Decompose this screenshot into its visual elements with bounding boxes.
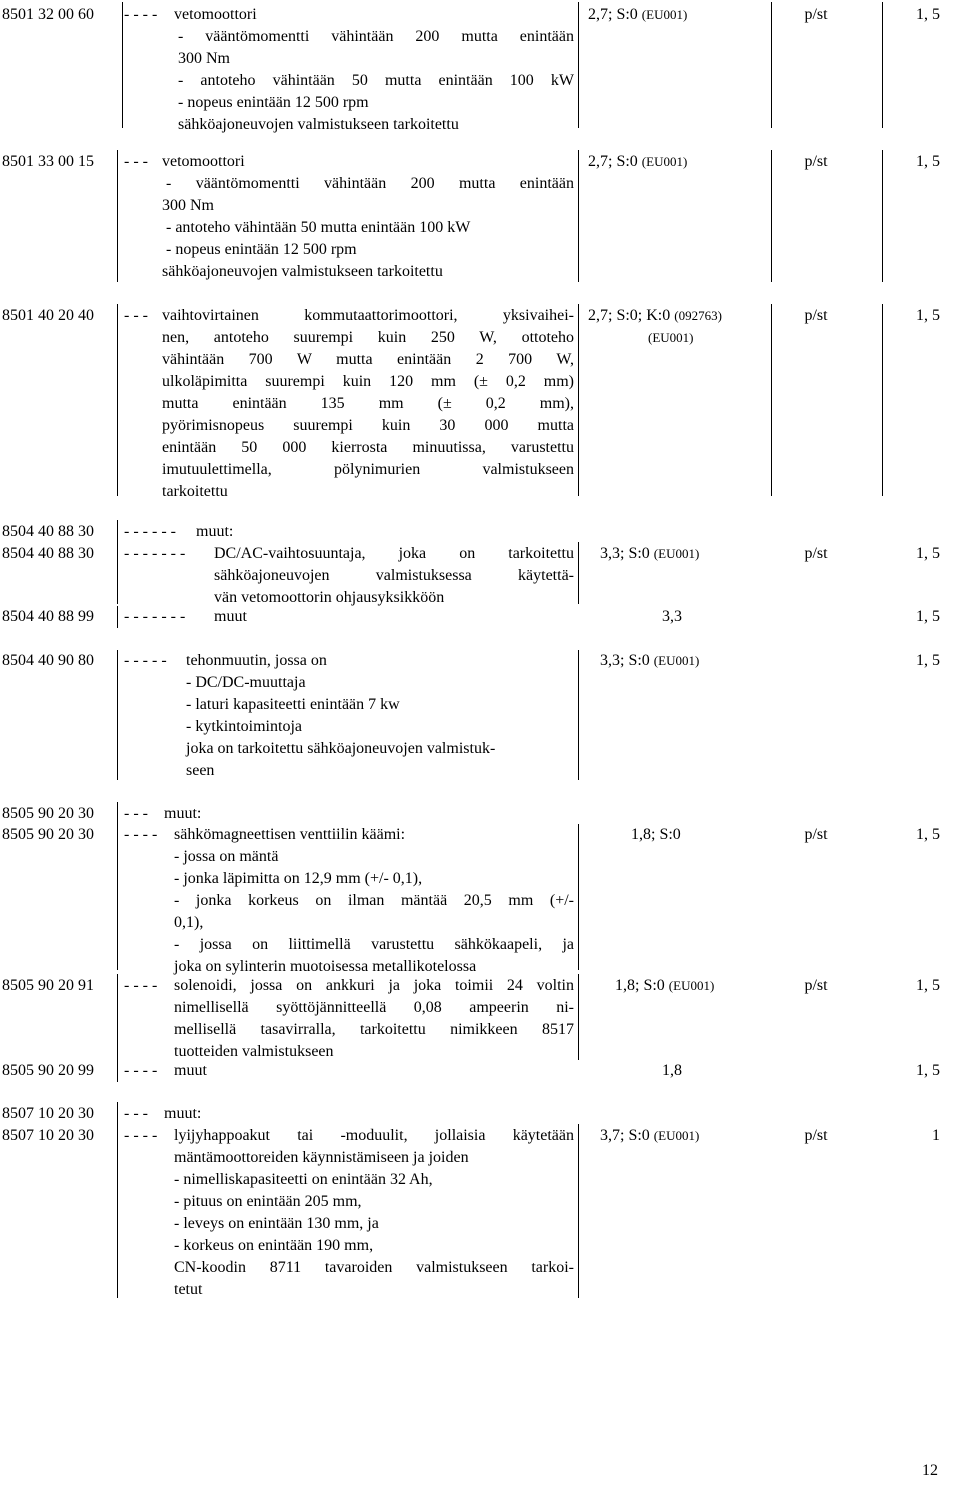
- description-text: - vääntömomentti vähintään 200 mutta enintään: [166, 175, 574, 192]
- description-text: muut:: [164, 805, 202, 822]
- duty-rate: [615, 975, 714, 997]
- description-text: vetomoottori: [162, 153, 245, 170]
- column-rule: [882, 304, 883, 496]
- description-text: mellisellä tasavirralla, tarkoitettu nimikkeen 8517: [174, 1021, 574, 1038]
- tariff-row-line: [0, 239, 960, 261]
- column-rule: [771, 304, 772, 496]
- note-reference: 1, 5: [916, 826, 940, 843]
- tariff-row-line: [0, 868, 960, 890]
- tariff-row-line: [0, 606, 960, 628]
- duty-rate-main: 2,7; S:0: [588, 153, 638, 170]
- description-text: - jossa on mäntä: [174, 848, 279, 865]
- description-text: - nopeus enintään 12 500 rpm: [178, 94, 369, 111]
- description-text: - laturi kapasiteetti enintään 7 kw: [186, 696, 400, 713]
- tariff-row-line: [0, 997, 960, 1019]
- duty-rate-footnote: (EU001): [653, 546, 700, 561]
- column-rule: [771, 2, 772, 128]
- description-text: muut: [174, 1062, 207, 1079]
- indent-dashes: - - -: [124, 1105, 148, 1122]
- tariff-row-line: [0, 1235, 960, 1257]
- supplementary-unit: p/st: [804, 1127, 828, 1144]
- tariff-row-line: [0, 975, 960, 997]
- tariff-row-line: [0, 846, 960, 868]
- description-text: lyijyhappoakut tai -moduulit, jollaisia käytetään: [174, 1127, 574, 1144]
- column-rule: [578, 2, 579, 128]
- description-text: - nopeus enintään 12 500 rpm: [166, 241, 357, 258]
- tariff-row-line: [0, 393, 960, 415]
- description-text: - jonka korkeus on ilman mäntää 20,5 mm (+/-: [174, 892, 574, 909]
- tariff-row-line: [0, 1103, 960, 1125]
- indent-dashes: - - - - - - -: [124, 608, 186, 625]
- tariff-row-line: [0, 305, 960, 327]
- description-text: - nimelliskapasiteetti on enintään 32 Ah,: [174, 1171, 433, 1188]
- duty-rate-footnote-2: (EU001): [648, 330, 694, 345]
- tariff-row-line: [0, 1060, 960, 1082]
- description-text: sähköajoneuvojen valmistukseen tarkoitettu: [178, 116, 459, 133]
- description-text: pyörimisnopeus suurempi kuin 30 000 mutta: [162, 417, 574, 434]
- tariff-row-line: [0, 1279, 960, 1301]
- column-rule: [117, 150, 118, 282]
- note-reference: 1, 5: [916, 977, 940, 994]
- tariff-row-line: [0, 371, 960, 393]
- duty-rate-main: 3,3: [662, 608, 682, 625]
- description-text: vetomoottori: [174, 6, 257, 23]
- column-rule: [117, 1060, 118, 1082]
- description-text: sähköajoneuvojen valmistuksessa käytettä-: [214, 567, 574, 584]
- duty-rate-footnote: (EU001): [641, 7, 688, 22]
- description-text: nen, antoteho suurempi kuin 250 W, ottoteho: [162, 329, 574, 346]
- supplementary-unit: p/st: [804, 6, 828, 23]
- column-rule: [882, 2, 883, 128]
- duty-rate: [600, 543, 699, 565]
- column-rule: [122, 2, 123, 128]
- cn-code: 8501 32 00 60: [2, 6, 94, 23]
- tariff-row-line: [0, 543, 960, 565]
- tariff-row-line: [0, 1019, 960, 1041]
- duty-rate-footnote: (EU001): [653, 653, 700, 668]
- description-text: ulkoläpimitta suurempi kuin 120 mm (± 0,2 mm): [162, 373, 574, 390]
- description-text: tetut: [174, 1281, 203, 1298]
- supplementary-unit: p/st: [804, 307, 828, 324]
- tariff-row-line: [0, 672, 960, 694]
- column-rule: [578, 1124, 579, 1298]
- description-text: joka on sylinterin muotoisessa metallikotelossa: [174, 958, 477, 975]
- tariff-row-line: [0, 4, 960, 26]
- column-rule: [117, 520, 118, 542]
- note-reference: 1, 5: [916, 153, 940, 170]
- duty-rate: [631, 824, 681, 846]
- tariff-row-line: [0, 912, 960, 934]
- tariff-row-line: [0, 70, 960, 92]
- description-text: tarkoitettu: [162, 483, 228, 500]
- tariff-row-line: [0, 1147, 960, 1169]
- description-text: muut:: [164, 1105, 202, 1122]
- column-rule: [117, 304, 118, 496]
- description-text: - leveys on enintään 130 mm, ja: [174, 1215, 379, 1232]
- tariff-row-line: [0, 1213, 960, 1235]
- note-reference: 1, 5: [916, 545, 940, 562]
- column-rule: [117, 542, 118, 604]
- tariff-row-line: [0, 481, 960, 503]
- indent-dashes: - - - - - - -: [124, 545, 186, 562]
- note-reference: 1: [932, 1127, 940, 1144]
- cn-code: 8505 90 20 99: [2, 1062, 94, 1079]
- tariff-row-line: [0, 173, 960, 195]
- duty-rate: [600, 650, 699, 672]
- column-rule: [771, 150, 772, 282]
- description-text: muut:: [196, 523, 234, 540]
- column-rule: [578, 650, 579, 780]
- duty-rate-footnote: (092763): [674, 308, 722, 323]
- description-text: - DC/DC-muuttaja: [186, 674, 306, 691]
- description-text: CN-koodin 8711 tavaroiden valmistukseen tarkoi-: [174, 1259, 574, 1276]
- description-text: - antoteho vähintään 50 mutta enintään 100 kW: [178, 72, 574, 89]
- tariff-row-line: [0, 114, 960, 136]
- description-text: vän vetomoottorin ohjausyksikköön: [214, 589, 445, 606]
- description-text: tehonmuutin, jossa on: [186, 652, 327, 669]
- supplementary-unit: p/st: [804, 826, 828, 843]
- indent-dashes: - - - - - -: [124, 523, 176, 540]
- column-rule: [117, 1102, 118, 1124]
- indent-dashes: - - - -: [124, 826, 158, 843]
- duty-rate-main: 3,3; S:0: [600, 545, 650, 562]
- duty-rate-footnote: (EU001): [641, 154, 688, 169]
- tariff-row-line: [0, 521, 960, 543]
- tariff-row-line: [0, 151, 960, 173]
- column-rule: [117, 606, 118, 628]
- tariff-row-line: [0, 437, 960, 459]
- tariff-row-line: [0, 1169, 960, 1191]
- tariff-row-line: [0, 261, 960, 283]
- supplementary-unit: p/st: [804, 977, 828, 994]
- duty-rate-main: 3,7; S:0: [600, 1127, 650, 1144]
- duty-rate: [588, 4, 687, 26]
- duty-rate: [662, 1060, 682, 1082]
- duty-rate-main: 3,3; S:0: [600, 652, 650, 669]
- description-text: 300 Nm: [178, 50, 230, 67]
- tariff-row-line: [0, 890, 960, 912]
- tariff-row-line: [0, 415, 960, 437]
- cn-code: 8504 40 90 80: [2, 652, 94, 669]
- note-reference: 1, 5: [916, 608, 940, 625]
- cn-code: 8507 10 20 30: [2, 1105, 94, 1122]
- column-rule: [882, 150, 883, 282]
- tariff-row-line: [0, 760, 960, 782]
- indent-dashes: - - -: [124, 805, 148, 822]
- description-text: 300 Nm: [162, 197, 214, 214]
- tariff-row-line: [0, 565, 960, 587]
- tariff-row-line: [0, 803, 960, 825]
- indent-dashes: - - -: [124, 153, 148, 170]
- description-text: imutuulettimella, pölynimurien valmistukseen: [162, 461, 574, 478]
- description-text: seen: [186, 762, 215, 779]
- description-text: 0,1),: [174, 914, 204, 931]
- description-text: vähintään 700 W mutta enintään 2 700 W,: [162, 351, 574, 368]
- duty-rate-main: 1,8; S:0: [631, 826, 681, 843]
- description-text: solenoidi, jossa on ankkuri ja joka toimii 24 voltin: [174, 977, 574, 994]
- page-number: 12: [922, 1462, 938, 1479]
- tariff-row-line: [0, 934, 960, 956]
- tariff-row-line: [0, 694, 960, 716]
- column-rule: [117, 1124, 118, 1298]
- cn-code: 8505 90 20 91: [2, 977, 94, 994]
- duty-rate-main: 2,7; S:0; K:0: [588, 307, 671, 324]
- indent-dashes: - - - -: [124, 977, 158, 994]
- duty-rate-footnote: (EU001): [653, 1128, 700, 1143]
- supplementary-unit: p/st: [804, 153, 828, 170]
- description-text: DC/AC-vaihtosuuntaja, joka on tarkoitettu: [214, 545, 574, 562]
- tariff-row-line: [0, 217, 960, 239]
- description-text: - kytkintoimintoja: [186, 718, 302, 735]
- cn-code: 8501 40 20 40: [2, 307, 94, 324]
- duty-rate-continuation: [648, 327, 694, 349]
- column-rule: [117, 974, 118, 1060]
- tariff-row-line: [0, 92, 960, 114]
- description-text: - korkeus on enintään 190 mm,: [174, 1237, 374, 1254]
- note-reference: 1, 5: [916, 1062, 940, 1079]
- description-text: enintään 50 000 kierrosta minuutissa, varustettu: [162, 439, 574, 456]
- description-text: joka on tarkoitettu sähköajoneuvojen valmistuk-: [186, 740, 496, 757]
- duty-rate-main: 1,8; S:0: [615, 977, 665, 994]
- cn-code: 8504 40 88 99: [2, 608, 94, 625]
- indent-dashes: - - -: [124, 307, 148, 324]
- cn-code: 8505 90 20 30: [2, 826, 94, 843]
- cn-code: 8505 90 20 30: [2, 805, 94, 822]
- tariff-row-line: [0, 327, 960, 349]
- description-text: - jossa on liittimellä varustettu sähkökaapeli, ja: [174, 936, 574, 953]
- tariff-row-line: [0, 738, 960, 760]
- description-text: - jonka läpimitta on 12,9 mm (+/- 0,1),: [174, 870, 423, 887]
- indent-dashes: - - - -: [124, 1062, 158, 1079]
- supplementary-unit: p/st: [804, 545, 828, 562]
- description-text: vaihtovirtainen kommutaattorimoottori, yksivaihei-: [162, 307, 574, 324]
- note-reference: 1, 5: [916, 307, 940, 324]
- note-reference: 1, 5: [916, 652, 940, 669]
- column-rule: [117, 824, 118, 970]
- description-text: mäntämoottoreiden käynnistämiseen ja joiden: [174, 1149, 469, 1166]
- tariff-row-line: [0, 1191, 960, 1213]
- tariff-row-line: [0, 650, 960, 672]
- duty-rate: [662, 606, 682, 628]
- tariff-row-line: [0, 459, 960, 481]
- cn-code: 8501 33 00 15: [2, 153, 94, 170]
- description-text: muut: [214, 608, 247, 625]
- tariff-row-line: [0, 716, 960, 738]
- tariff-row-line: [0, 195, 960, 217]
- column-rule: [578, 150, 579, 282]
- description-text: sähkömagneettisen venttiilin käämi:: [174, 826, 406, 843]
- tariff-row-line: [0, 1125, 960, 1147]
- description-text: mutta enintään 135 mm (± 0,2 mm),: [162, 395, 574, 412]
- column-rule: [117, 802, 118, 824]
- tariff-row-line: [0, 349, 960, 371]
- column-rule: [578, 974, 579, 1060]
- description-text: - vääntömomentti vähintään 200 mutta enintään: [178, 28, 574, 45]
- indent-dashes: - - - - -: [124, 652, 167, 669]
- column-rule: [578, 824, 579, 970]
- cn-code: 8507 10 20 30: [2, 1127, 94, 1144]
- duty-rate: [588, 305, 722, 327]
- description-text: - pituus on enintään 205 mm,: [174, 1193, 362, 1210]
- cn-code: 8504 40 88 30: [2, 545, 94, 562]
- duty-rate-main: 2,7; S:0: [588, 6, 638, 23]
- cn-code: 8504 40 88 30: [2, 523, 94, 540]
- description-text: nimellisellä syöttöjännitteellä 0,08 ampeerin ni-: [174, 999, 574, 1016]
- description-text: - antoteho vähintään 50 mutta enintään 100 kW: [166, 219, 471, 236]
- indent-dashes: - - - -: [124, 6, 158, 23]
- duty-rate: [600, 1125, 699, 1147]
- description-text: sähköajoneuvojen valmistukseen tarkoitettu: [162, 263, 443, 280]
- indent-dashes: - - - -: [124, 1127, 158, 1144]
- duty-rate: [588, 151, 687, 173]
- tariff-row-line: [0, 48, 960, 70]
- tariff-row-line: [0, 1257, 960, 1279]
- note-reference: 1, 5: [916, 6, 940, 23]
- duty-rate-footnote: (EU001): [668, 978, 715, 993]
- description-text: tuotteiden valmistukseen: [174, 1043, 334, 1060]
- column-rule: [117, 650, 118, 780]
- column-rule: [578, 304, 579, 496]
- tariff-row-line: [0, 26, 960, 48]
- tariff-row-line: [0, 824, 960, 846]
- duty-rate-main: 1,8: [662, 1062, 682, 1079]
- column-rule: [578, 542, 579, 604]
